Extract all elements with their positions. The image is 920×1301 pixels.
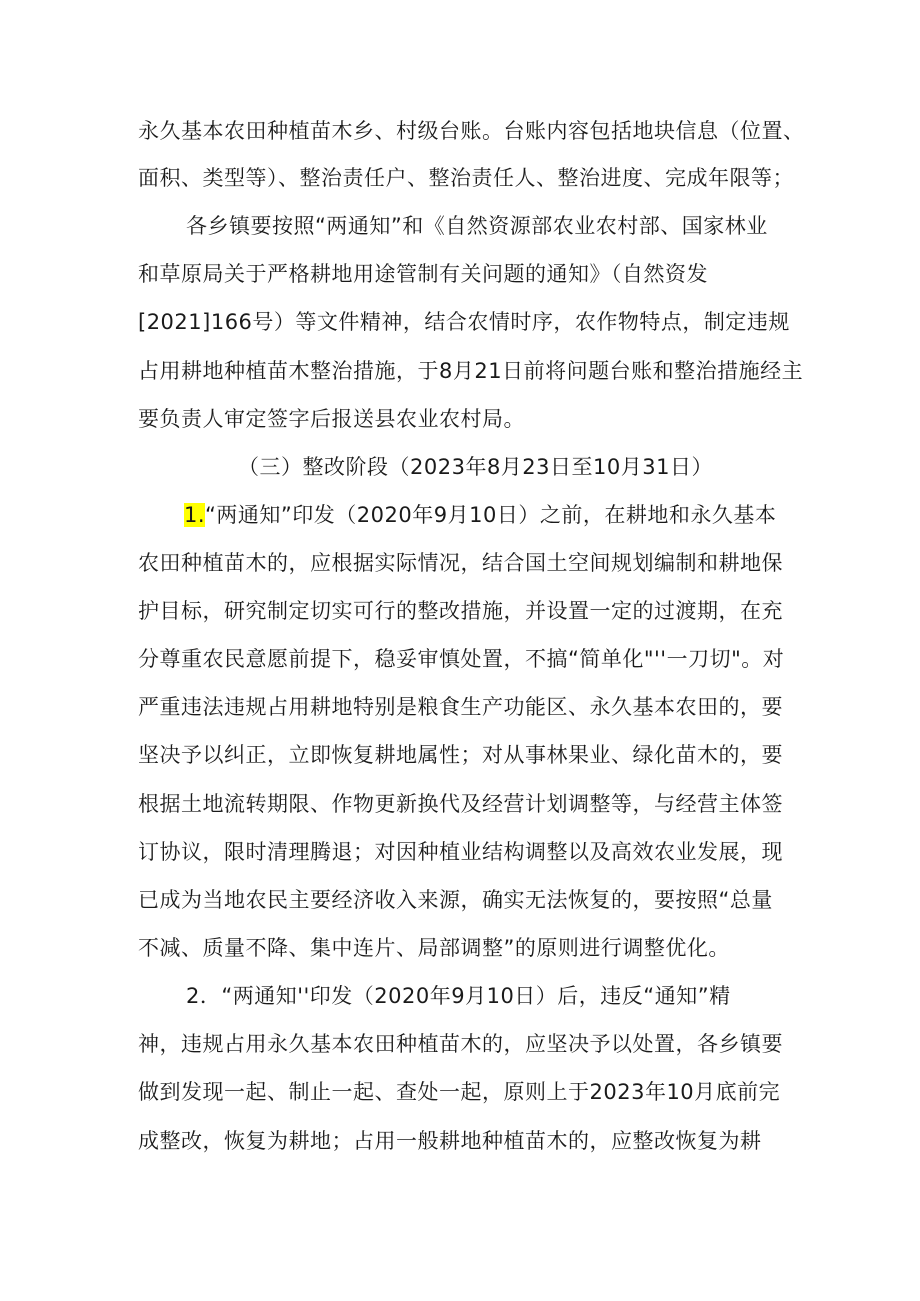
text-line: 农田种植苗木的，应根据实际情况，结合国土空间规划编制和耕地保 <box>138 551 783 575</box>
section-heading: （三）整改阶段（2023年8月23日至10月31日） <box>238 455 713 479</box>
list-item-1 <box>184 500 776 530</box>
item-number-highlight: 1. <box>184 503 206 527</box>
text-line: 面积、类型等）、整治责任户、整治责任人、整治进度、完成年限等； <box>138 166 794 190</box>
text-line: 做到发现一起、制止一起、查处一起，原则上于2023年10月底前完 <box>138 1080 781 1104</box>
text-line: “两通知”印发（2020年9月10日）之前，在耕地和永久基本 <box>205 503 777 527</box>
text-line: 永久基本农田种植苗木乡、村级台账。台账内容包括地块信息（位置、 <box>138 119 805 143</box>
text-line: 已成为当地农民主要经济收入来源，确实无法恢复的，要按照“总量 <box>138 888 773 912</box>
text-line: 订协议，限时清理腾退；对因种植业结构调整以及高效农业发展，现 <box>138 840 783 864</box>
text-line: 根据土地流转期限、作物更新换代及经营计划调整等，与经营主体签 <box>138 792 783 816</box>
text-line: 分尊重农民意愿前提下，稳妥审慎处置，不搞“简单化"''一刀切"。对 <box>138 647 785 671</box>
text-line: [2021]166号）等文件精神，结合农情时序，农作物特点，制定违规 <box>138 310 790 334</box>
text-line: 严重违法违规占用耕地特别是粮食生产功能区、永久基本农田的，要 <box>138 695 783 719</box>
text-line: 成整改，恢复为耕地；占用一般耕地种植苗木的，应整改恢复为耕 <box>138 1129 762 1153</box>
text-line: 护目标，研究制定切实可行的整改措施，并设置一定的过渡期，在充 <box>138 599 783 623</box>
text-line: 和草原局关于严格耕地用途管制有关问题的通知》（自然资发 <box>138 262 708 286</box>
text-line: 要负责人审定签字后报送县农业农村局。 <box>138 407 525 431</box>
text-line: 神，违规占用永久基本农田种植苗木的，应坚决予以处置，各乡镇要 <box>138 1032 783 1056</box>
text-line: 各乡镇要按照“两通知”和《自然资源部农业农村部、国家林业 <box>186 214 768 238</box>
text-line: 不减、质量不降、集中连片、局部调整”的原则进行调整优化。 <box>138 936 730 960</box>
text-line: 占用耕地种植苗木整治措施，于8月21日前将问题台账和整治措施经主 <box>138 359 804 383</box>
text-line: 坚决予以纠正，立即恢复耕地属性；对从事林果业、绿化苗木的，要 <box>138 743 783 767</box>
list-item-2: 2．“两通知''印发（2020年9月10日）后，违反“通知”精 <box>186 984 731 1008</box>
